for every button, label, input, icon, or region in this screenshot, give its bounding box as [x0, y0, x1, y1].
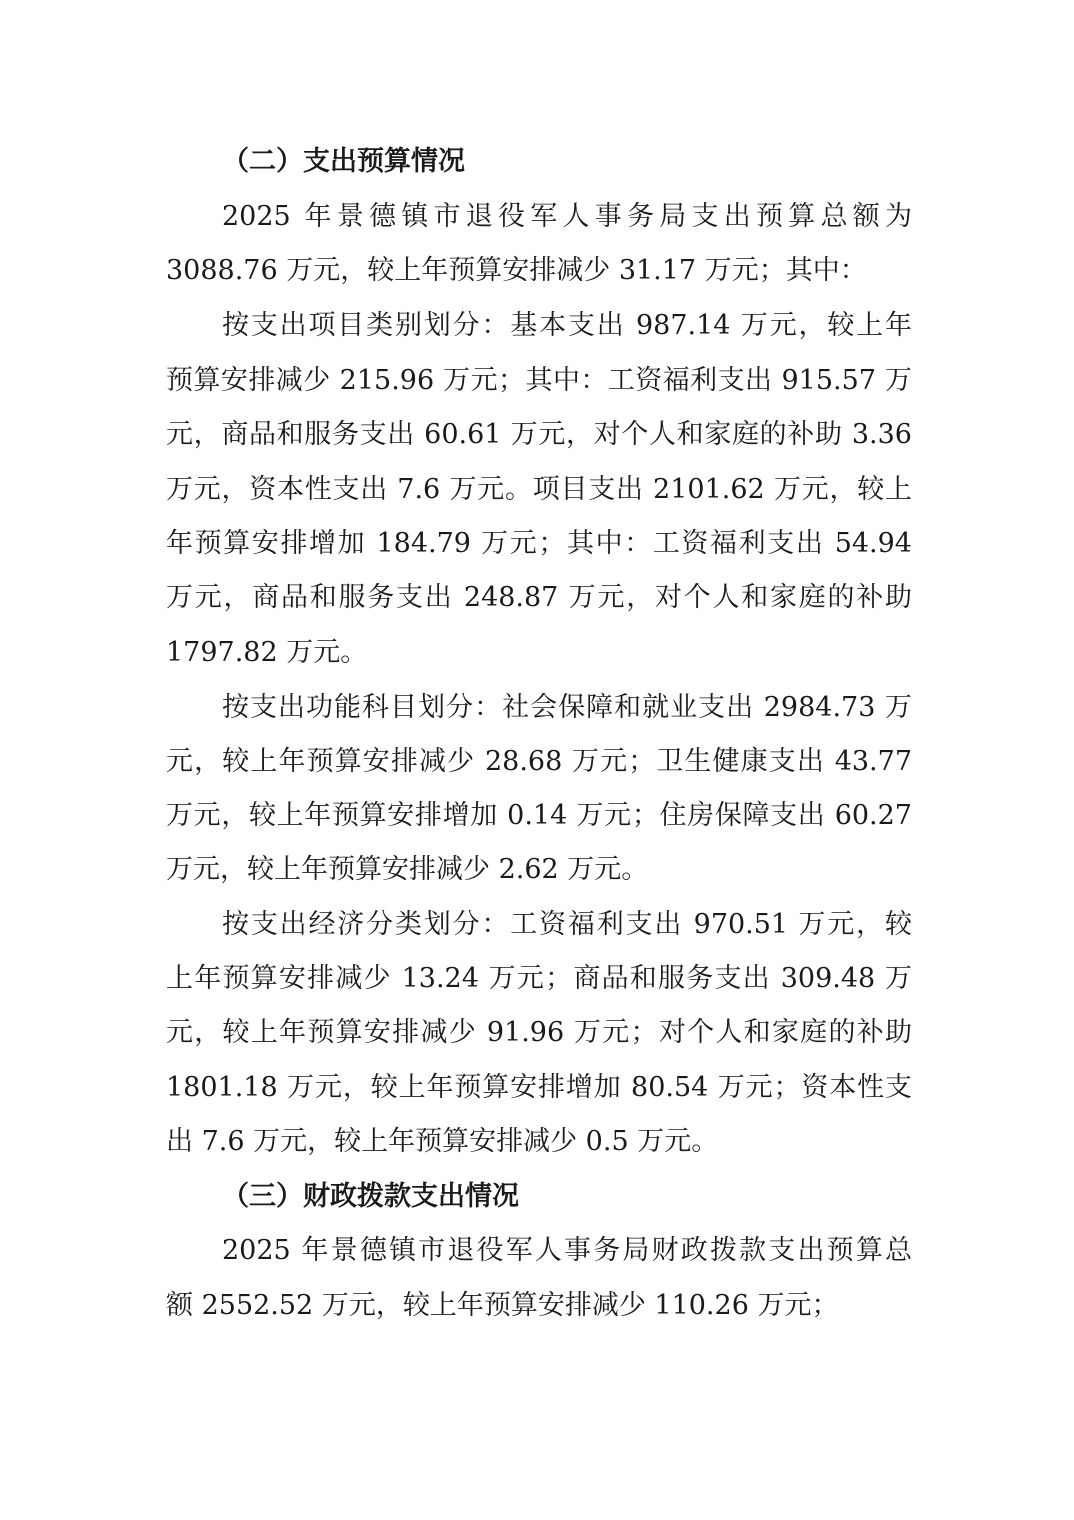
paragraph-line: 元，商品和服务支出 60.61 万元，对个人和家庭的补助 3.36 [166, 419, 912, 450]
paragraph-line: 2025 年景德镇市退役军人事务局财政拨款支出预算总 [222, 1235, 912, 1266]
paragraph-line: 额 2552.52 万元，较上年预算安排减少 110.26 万元； [166, 1290, 839, 1321]
paragraph-line: 按支出经济分类划分：工资福利支出 970.51 万元，较 [222, 909, 912, 940]
paragraph-line: 元，较上年预算安排减少 28.68 万元；卫生健康支出 43.77 [166, 746, 912, 777]
paragraph-line: 2025 年景德镇市退役军人事务局支出预算总额为 [222, 201, 912, 232]
section-heading-expenditure-budget: （二）支出预算情况 [222, 146, 465, 177]
paragraph-line: 1801.18 万元，较上年预算安排增加 80.54 万元；资本性支 [166, 1072, 912, 1103]
paragraph-line: 1797.82 万元。 [166, 637, 368, 668]
paragraph-line: 万元，较上年预算安排减少 2.62 万元。 [166, 854, 649, 885]
paragraph-line: 预算安排减少 215.96 万元；其中：工资福利支出 915.57 万 [166, 365, 912, 396]
paragraph-line: 年预算安排增加 184.79 万元；其中：工资福利支出 54.94 [166, 528, 912, 559]
section-heading-fiscal-appropriation: （三）财政拨款支出情况 [222, 1181, 519, 1212]
paragraph-line: 元，较上年预算安排减少 91.96 万元；对个人和家庭的补助 [166, 1017, 912, 1048]
paragraph-line: 万元，商品和服务支出 248.87 万元，对个人和家庭的补助 [166, 582, 912, 613]
paragraph-line: 上年预算安排减少 13.24 万元；商品和服务支出 309.48 万 [166, 963, 912, 994]
paragraph-line: 万元，较上年预算安排增加 0.14 万元；住房保障支出 60.27 [166, 800, 912, 831]
paragraph-line: 出 7.6 万元，较上年预算安排减少 0.5 万元。 [166, 1126, 719, 1157]
paragraph-line: 按支出项目类别划分：基本支出 987.14 万元，较上年 [222, 310, 912, 341]
paragraph-line: 按支出功能科目划分：社会保障和就业支出 2984.73 万 [222, 692, 912, 723]
paragraph-line: 3088.76 万元，较上年预算安排减少 31.17 万元；其中： [166, 255, 867, 286]
paragraph-line: 万元，资本性支出 7.6 万元。项目支出 2101.62 万元，较上 [166, 474, 912, 505]
